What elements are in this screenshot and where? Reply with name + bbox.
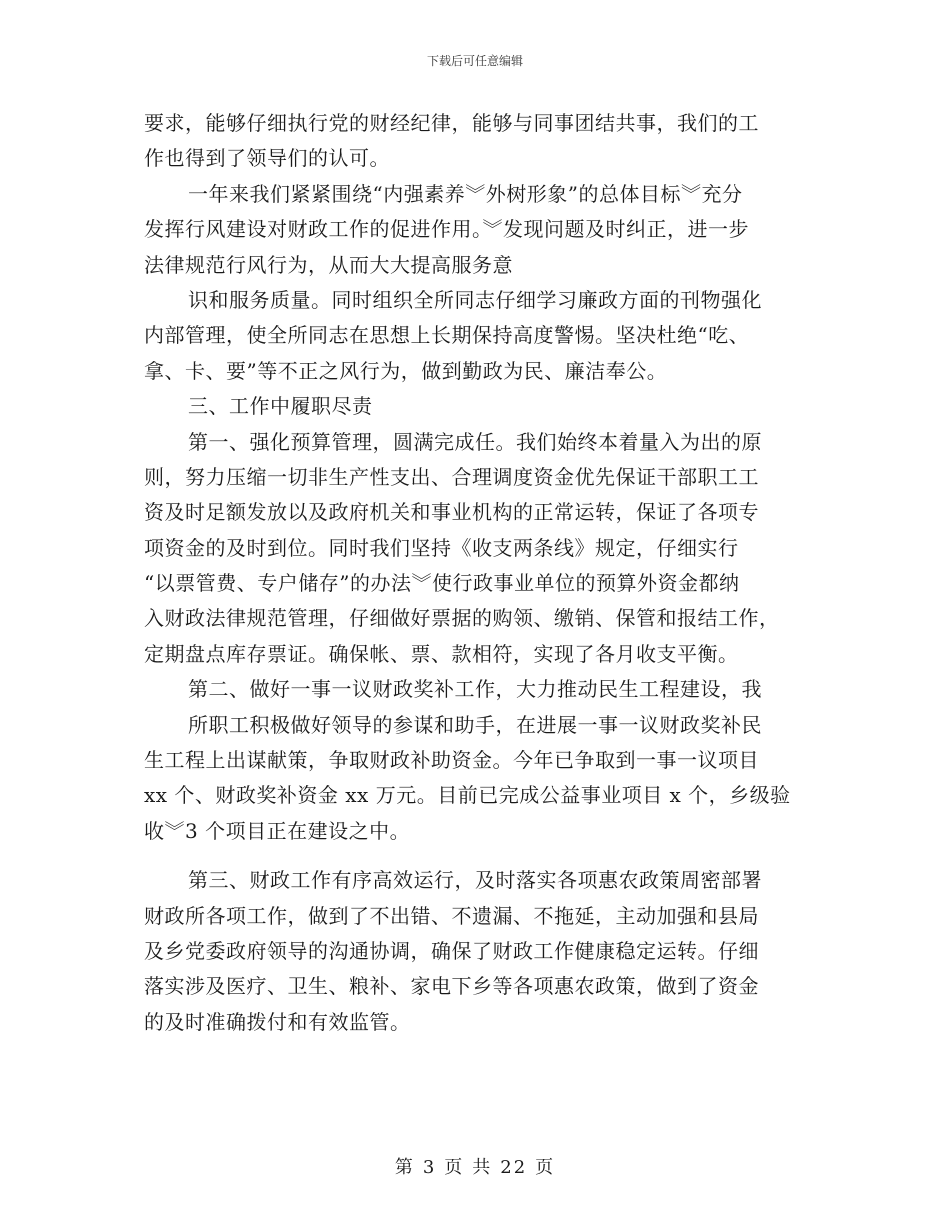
text-line: 的及时准确拨付和有效监管。 — [144, 1009, 411, 1034]
section-heading: 三、工作中履职尽责 — [188, 394, 373, 419]
text-line: 项资金的及时到位。同时我们坚持《收支两条线》规定，仔细实行 — [144, 535, 739, 560]
page-header: 下载后可任意编辑 — [426, 54, 523, 68]
document-body — [144, 106, 808, 1040]
paragraph-start: 一年来我们紧紧围绕“内强素养︾外树形象”的总体目标︾充分 — [188, 181, 743, 206]
text-line: 资及时足额发放以及政府机关和事业机构的正常运转，保证了各项专 — [144, 500, 759, 525]
text-line: 拿、卡、要”等不正之风行为，做到勤政为民、廉洁奉公。 — [144, 358, 668, 383]
text-line: 财政所各项工作，做到了不出错、不遗漏、不拖延，主动加强和县局 — [144, 903, 759, 928]
text-line: 入财政法律规范管理，仔细做好票据的购领、缴销、保管和报结工作， — [144, 606, 780, 631]
paragraph-start: 识和服务质量。同时组织全所同志仔细学习廉政方面的刊物强化 — [188, 287, 762, 312]
text-line: 则，努力压缩一切非生产性支出、合理调度资金优先保证干部职工工 — [144, 464, 759, 489]
footer-total-word: 共 — [472, 1157, 493, 1178]
text-line: “以票管费、专户储存”的办法︾使行政事业单位的预算外资金都纳 — [144, 571, 740, 596]
text-line: 生工程上出谋献策，争取财政补助资金。今年已争取到一事一议项目 — [144, 748, 759, 773]
total-pages-number: 22 — [500, 1157, 528, 1178]
footer-page-word: 页 — [444, 1157, 465, 1178]
text-line: 要求，能够仔细执行党的财经纪律，能够与同事团结共事，我们的工 — [144, 111, 759, 135]
footer-prefix: 第 — [394, 1157, 415, 1178]
current-page-number: 3 — [422, 1157, 437, 1178]
paragraph-start: 第三、财政工作有序高效运行，及时落实各项惠农政策周密部署 — [188, 868, 762, 893]
page-footer — [0, 1153, 950, 1179]
paragraph-start: 第二、做好一事一议财政奖补工作，大力推动民生工程建设，我 — [188, 677, 762, 702]
text-line: 落实涉及医疗、卫生、粮补、家电下乡等各项惠农政策，做到了资金 — [144, 974, 759, 999]
text-line: 发挥行风建设对财政工作的促进作用。︾发现问题及时纠正，进一步 — [144, 217, 749, 242]
paragraph-start: 第一、强化预算管理，圆满完成任。我们始终本着量入为出的原 — [188, 429, 762, 454]
text-line: 内部管理，使全所同志在思想上长期保持高度警惕。坚决杜绝“吃、 — [144, 323, 750, 348]
text-line: 收︾3 个项目正在建设之中。 — [144, 818, 411, 843]
paragraph-start: 所职工积极做好领导的参谋和助手，在进展一事一议财政奖补民 — [188, 712, 762, 737]
text-line: 及乡党委政府领导的沟通协调，确保了财政工作健康稳定运转。仔细 — [144, 938, 759, 963]
text-line: 作也得到了领导们的认可。 — [144, 146, 390, 171]
text-line: 定期盘点库存票证。确保帐、票、款相符，实现了各月收支平衡。 — [144, 641, 739, 666]
text-line: xx 个、财政奖补资金 xx 万元。目前已完成公益事业项目 x 个，乡级验 — [144, 783, 791, 808]
footer-suffix: 页 — [535, 1157, 556, 1178]
text-line: 法律规范行风行为，从而大大提高服务意 — [144, 252, 513, 277]
